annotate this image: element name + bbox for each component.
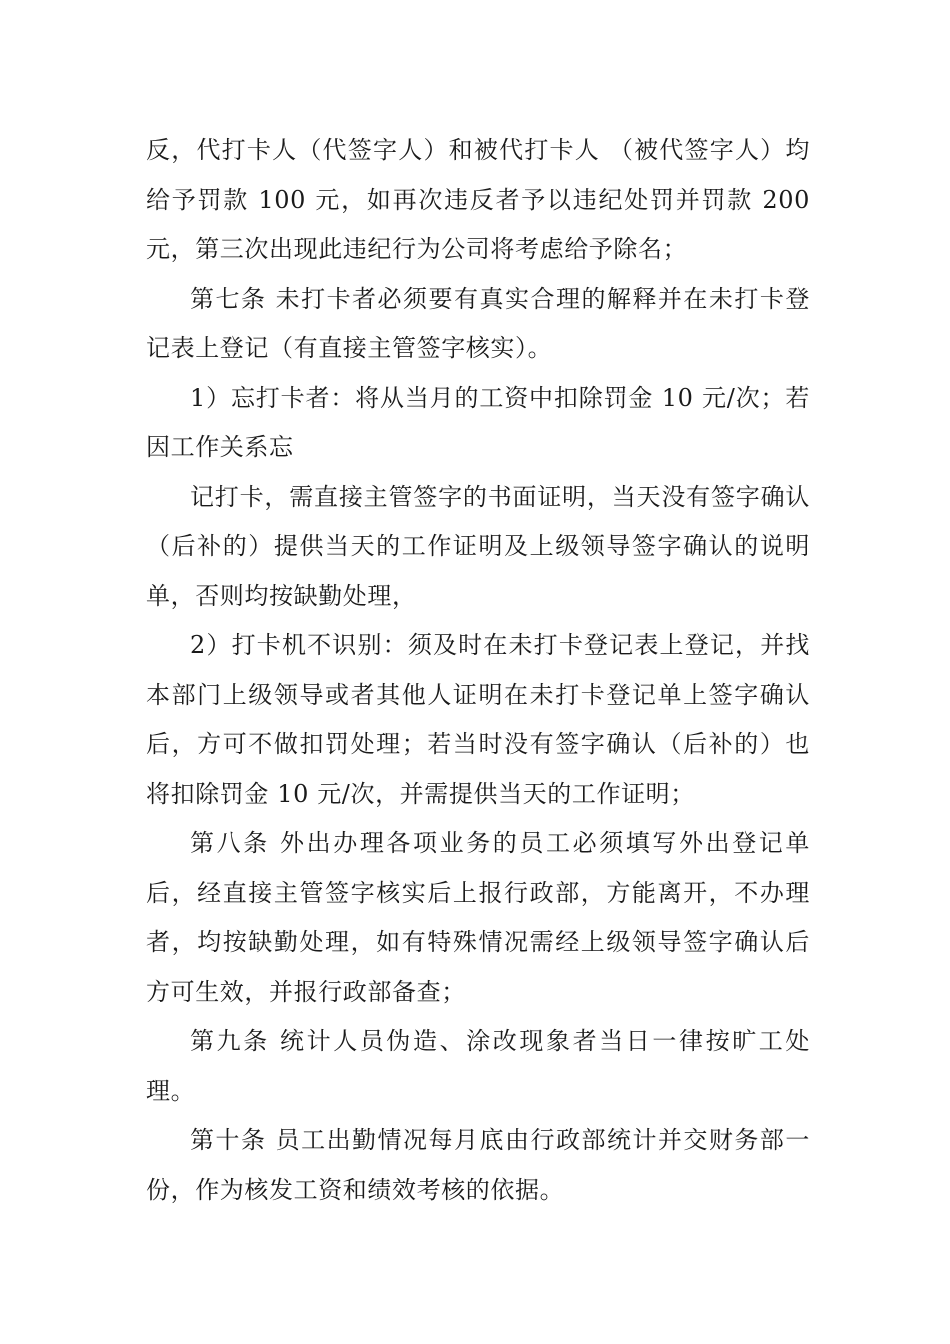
paragraph-article-9: 第九条 统计人员伪造、涂改现象者当日一律按旷工处理。 bbox=[146, 1027, 810, 1105]
paragraph-forgot-clock-in-proof: 记打卡，需直接主管签字的书面证明，当天没有签字确认（后补的）提供当天的工作证明及上级领导签字确认的说明单，否则均按缺勤处理， bbox=[146, 482, 810, 610]
paragraph-article-8: 第八条 外出办理各项业务的员工必须填写外出登记单后，经直接主管签字核实后上报行政部，方能离开，不办理者，均按缺勤处理，如有特殊情况需经上级领导签字确认后方可生效，并报行政部备查； bbox=[146, 829, 810, 1006]
paragraph-forgot-clock-in: 1）忘打卡者：将从当月的工资中扣除罚金 10 元/次；若因工作关系忘 bbox=[146, 383, 810, 461]
paragraph-article-7: 第七条 未打卡者必须要有真实合理的解释并在未打卡登记表上登记（有直接主管签字核实）。 bbox=[146, 284, 810, 362]
document-body bbox=[146, 126, 810, 1215]
paragraph-article-10: 第十条 员工出勤情况每月底由行政部统计并交财务部一份，作为核发工资和绩效考核的依据。 bbox=[146, 1126, 810, 1204]
paragraph-penalty-continuation: 反，代打卡人（代签字人）和被代打卡人 （被代签字人）均给予罚款 100 元，如再次违反者予以违纪处罚并罚款 200 元，第三次出现此违纪行为公司将考虑给予除名； bbox=[146, 136, 810, 263]
paragraph-machine-not-recognized: 2）打卡机不识别：须及时在未打卡登记表上登记，并找本部门上级领导或者其他人证明在未打卡登记单上签字确认后，方可不做扣罚处理；若当时没有签字确认（后补的）也将扣除罚金 10 元/次，并需提供当天的工作证明； bbox=[146, 631, 810, 808]
